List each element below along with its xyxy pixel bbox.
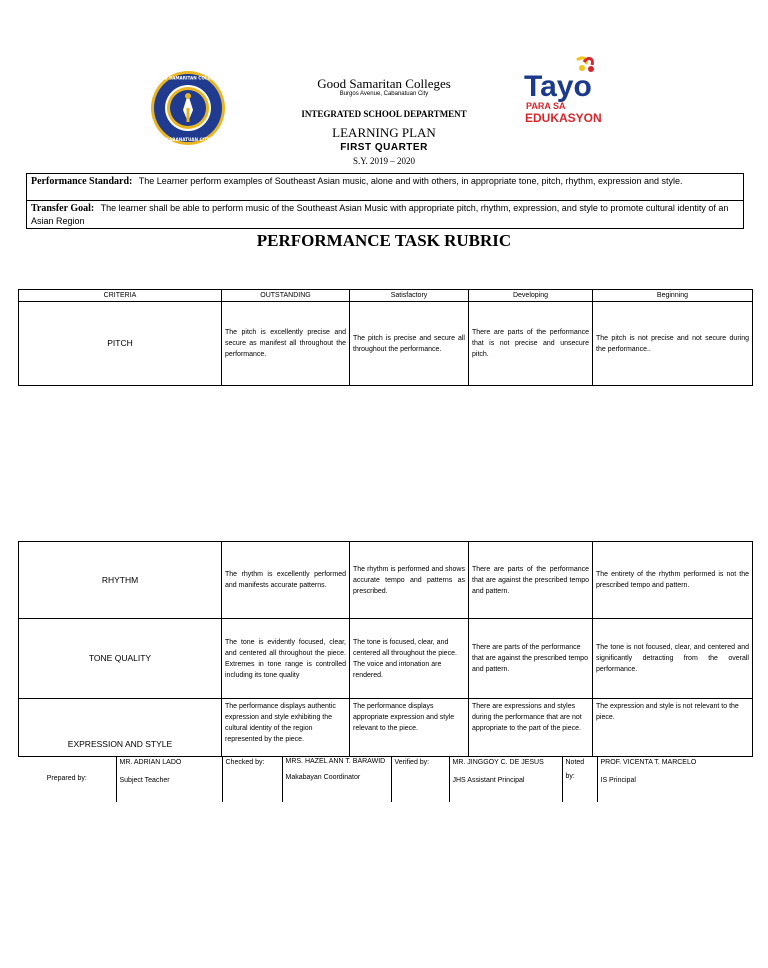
rhythm-beginning: The entirety of the rhythm performed is not the prescribed tempo and pattern. bbox=[593, 542, 753, 619]
criteria-tone-quality: TONE QUALITY bbox=[19, 619, 222, 699]
rubric-header-row bbox=[19, 290, 753, 302]
tone-outstanding: The tone is evidently focused, clear, and centered all throughout the piece. Extremes in tone range is controlled including its tone quality bbox=[222, 619, 350, 699]
tone-developing: There are parts of the performance that are against the prescribed tempo and pattern. bbox=[469, 619, 593, 699]
school-year: S.Y. 2019 – 2020 bbox=[352, 156, 416, 166]
expression-outstanding: The performance displays authentic expression and style exhibiting the cultural identity of the region represented by the piece. bbox=[222, 699, 350, 757]
rhythm-outstanding: The rhythm is excellently performed and manifests accurate patterns. bbox=[222, 542, 350, 619]
verified-by-name: MR. JINGGOY C. DE JESUS bbox=[452, 759, 544, 766]
checked-by-block bbox=[282, 756, 391, 802]
svg-text:Tayo: Tayo bbox=[524, 70, 592, 103]
rubric-row-expression-style bbox=[19, 699, 753, 757]
prepared-by-name: MR. ADRIAN LADO bbox=[119, 759, 182, 766]
verified-by-block bbox=[449, 756, 562, 802]
checked-by-name: MRS. HAZEL ANN T. BARAWID bbox=[285, 758, 386, 765]
school-name: Good Samaritan Colleges bbox=[317, 76, 451, 91]
svg-text:PARA SA: PARA SA bbox=[526, 101, 566, 111]
rhythm-developing: There are parts of the performance that are against the prescribed tempo and pattern. bbox=[469, 542, 593, 619]
noted-by-block bbox=[597, 756, 752, 802]
column-header-developing: Developing bbox=[469, 290, 593, 302]
signatories-table bbox=[18, 756, 752, 802]
department-title: INTEGRATED SCHOOL DEPARTMENT bbox=[301, 109, 467, 119]
pitch-developing: There are parts of the performance that is not precise and unsecure pitch. bbox=[469, 302, 593, 386]
prepared-by-label: Prepared by: bbox=[46, 775, 87, 782]
rubric-table-continued bbox=[18, 541, 753, 757]
rubric-row-rhythm bbox=[19, 542, 753, 619]
tone-satisfactory: The tone is focused, clear, and centered all throughout the piece. The voice and intonation are rendered. bbox=[350, 619, 469, 699]
pitch-satisfactory: The pitch is precise and secure all throughout the performance. bbox=[350, 302, 469, 386]
svg-text:CABANATUAN CITY: CABANATUAN CITY bbox=[165, 137, 211, 142]
verified-by-role: JHS Assistant Principal bbox=[452, 777, 525, 784]
prepared-by-block bbox=[116, 756, 222, 802]
quarter-label: FIRST QUARTER bbox=[340, 142, 428, 153]
tone-beginning: The tone is not focused, clear, and centered and significantly detracting from the overall performance. bbox=[593, 619, 753, 699]
rubric-row-tone-quality bbox=[19, 619, 753, 699]
rubric-row-pitch bbox=[19, 302, 753, 386]
svg-text:EDUKASYON: EDUKASYON bbox=[525, 111, 602, 125]
pitch-beginning: The pitch is not precise and not secure during the performance.. bbox=[593, 302, 753, 386]
transfer-goal-label: Transfer Goal: bbox=[31, 203, 95, 214]
noted-by-label: Noted by: bbox=[562, 756, 597, 802]
school-address: Burgos Avenue, Cabanatuan City bbox=[339, 91, 429, 97]
expression-satisfactory: The performance displays appropriate expression and style relevant to the piece. bbox=[350, 699, 469, 757]
checked-by-label: Checked by: bbox=[222, 756, 282, 802]
rubric-title: PERFORMANCE TASK RUBRIC bbox=[256, 231, 512, 250]
rhythm-satisfactory: The rhythm is performed and shows accurate tempo and patterns as prescribed. bbox=[350, 542, 469, 619]
prepared-by-role: Subject Teacher bbox=[119, 777, 170, 784]
criteria-rhythm: RHYTHM bbox=[19, 542, 222, 619]
performance-standard-label: Performance Standard: bbox=[31, 176, 133, 187]
transfer-goal-box bbox=[26, 201, 744, 229]
performance-standard-text: The Learner perform examples of Southeast Asian music, alone and with others, in appropriate tone, pitch, rhythm, expression and style. bbox=[138, 176, 683, 186]
rubric-table-header-and-pitch bbox=[18, 289, 753, 386]
noted-by-role: IS Principal bbox=[600, 777, 636, 784]
performance-standard-box bbox=[26, 173, 744, 201]
criteria-pitch: PITCH bbox=[19, 302, 222, 386]
column-header-satisfactory: Satisfactory bbox=[350, 290, 469, 302]
criteria-expression-style: EXPRESSION AND STYLE bbox=[19, 699, 222, 757]
checked-by-role: Makabayan Coordinator bbox=[285, 774, 361, 781]
expression-beginning: The expression and style is not relevant to the piece. bbox=[593, 699, 753, 757]
transfer-goal-text: The learner shall be able to perform music of the Southeast Asian Music with appropriate pitch, rhythm, expression, and style to promote cultural identity of an Asian Region bbox=[31, 203, 729, 226]
document-type: LEARNING PLAN bbox=[332, 125, 436, 140]
noted-by-name: PROF. VICENTA T. MARCELO bbox=[600, 759, 697, 766]
verified-by-label: Verified by: bbox=[391, 756, 449, 802]
column-header-criteria: CRITERIA bbox=[19, 290, 222, 302]
pitch-outstanding: The pitch is excellently precise and secure as manifest all throughout the performance. bbox=[222, 302, 350, 386]
svg-text:GOOD SAMARITAN COLLEGES: GOOD SAMARITAN COLLEGES bbox=[153, 75, 223, 81]
expression-developing: There are expressions and styles during the performance that are not appropriate to the part of the piece. bbox=[469, 699, 593, 757]
column-header-outstanding: OUTSTANDING bbox=[222, 290, 350, 302]
column-header-beginning: Beginning bbox=[593, 290, 753, 302]
